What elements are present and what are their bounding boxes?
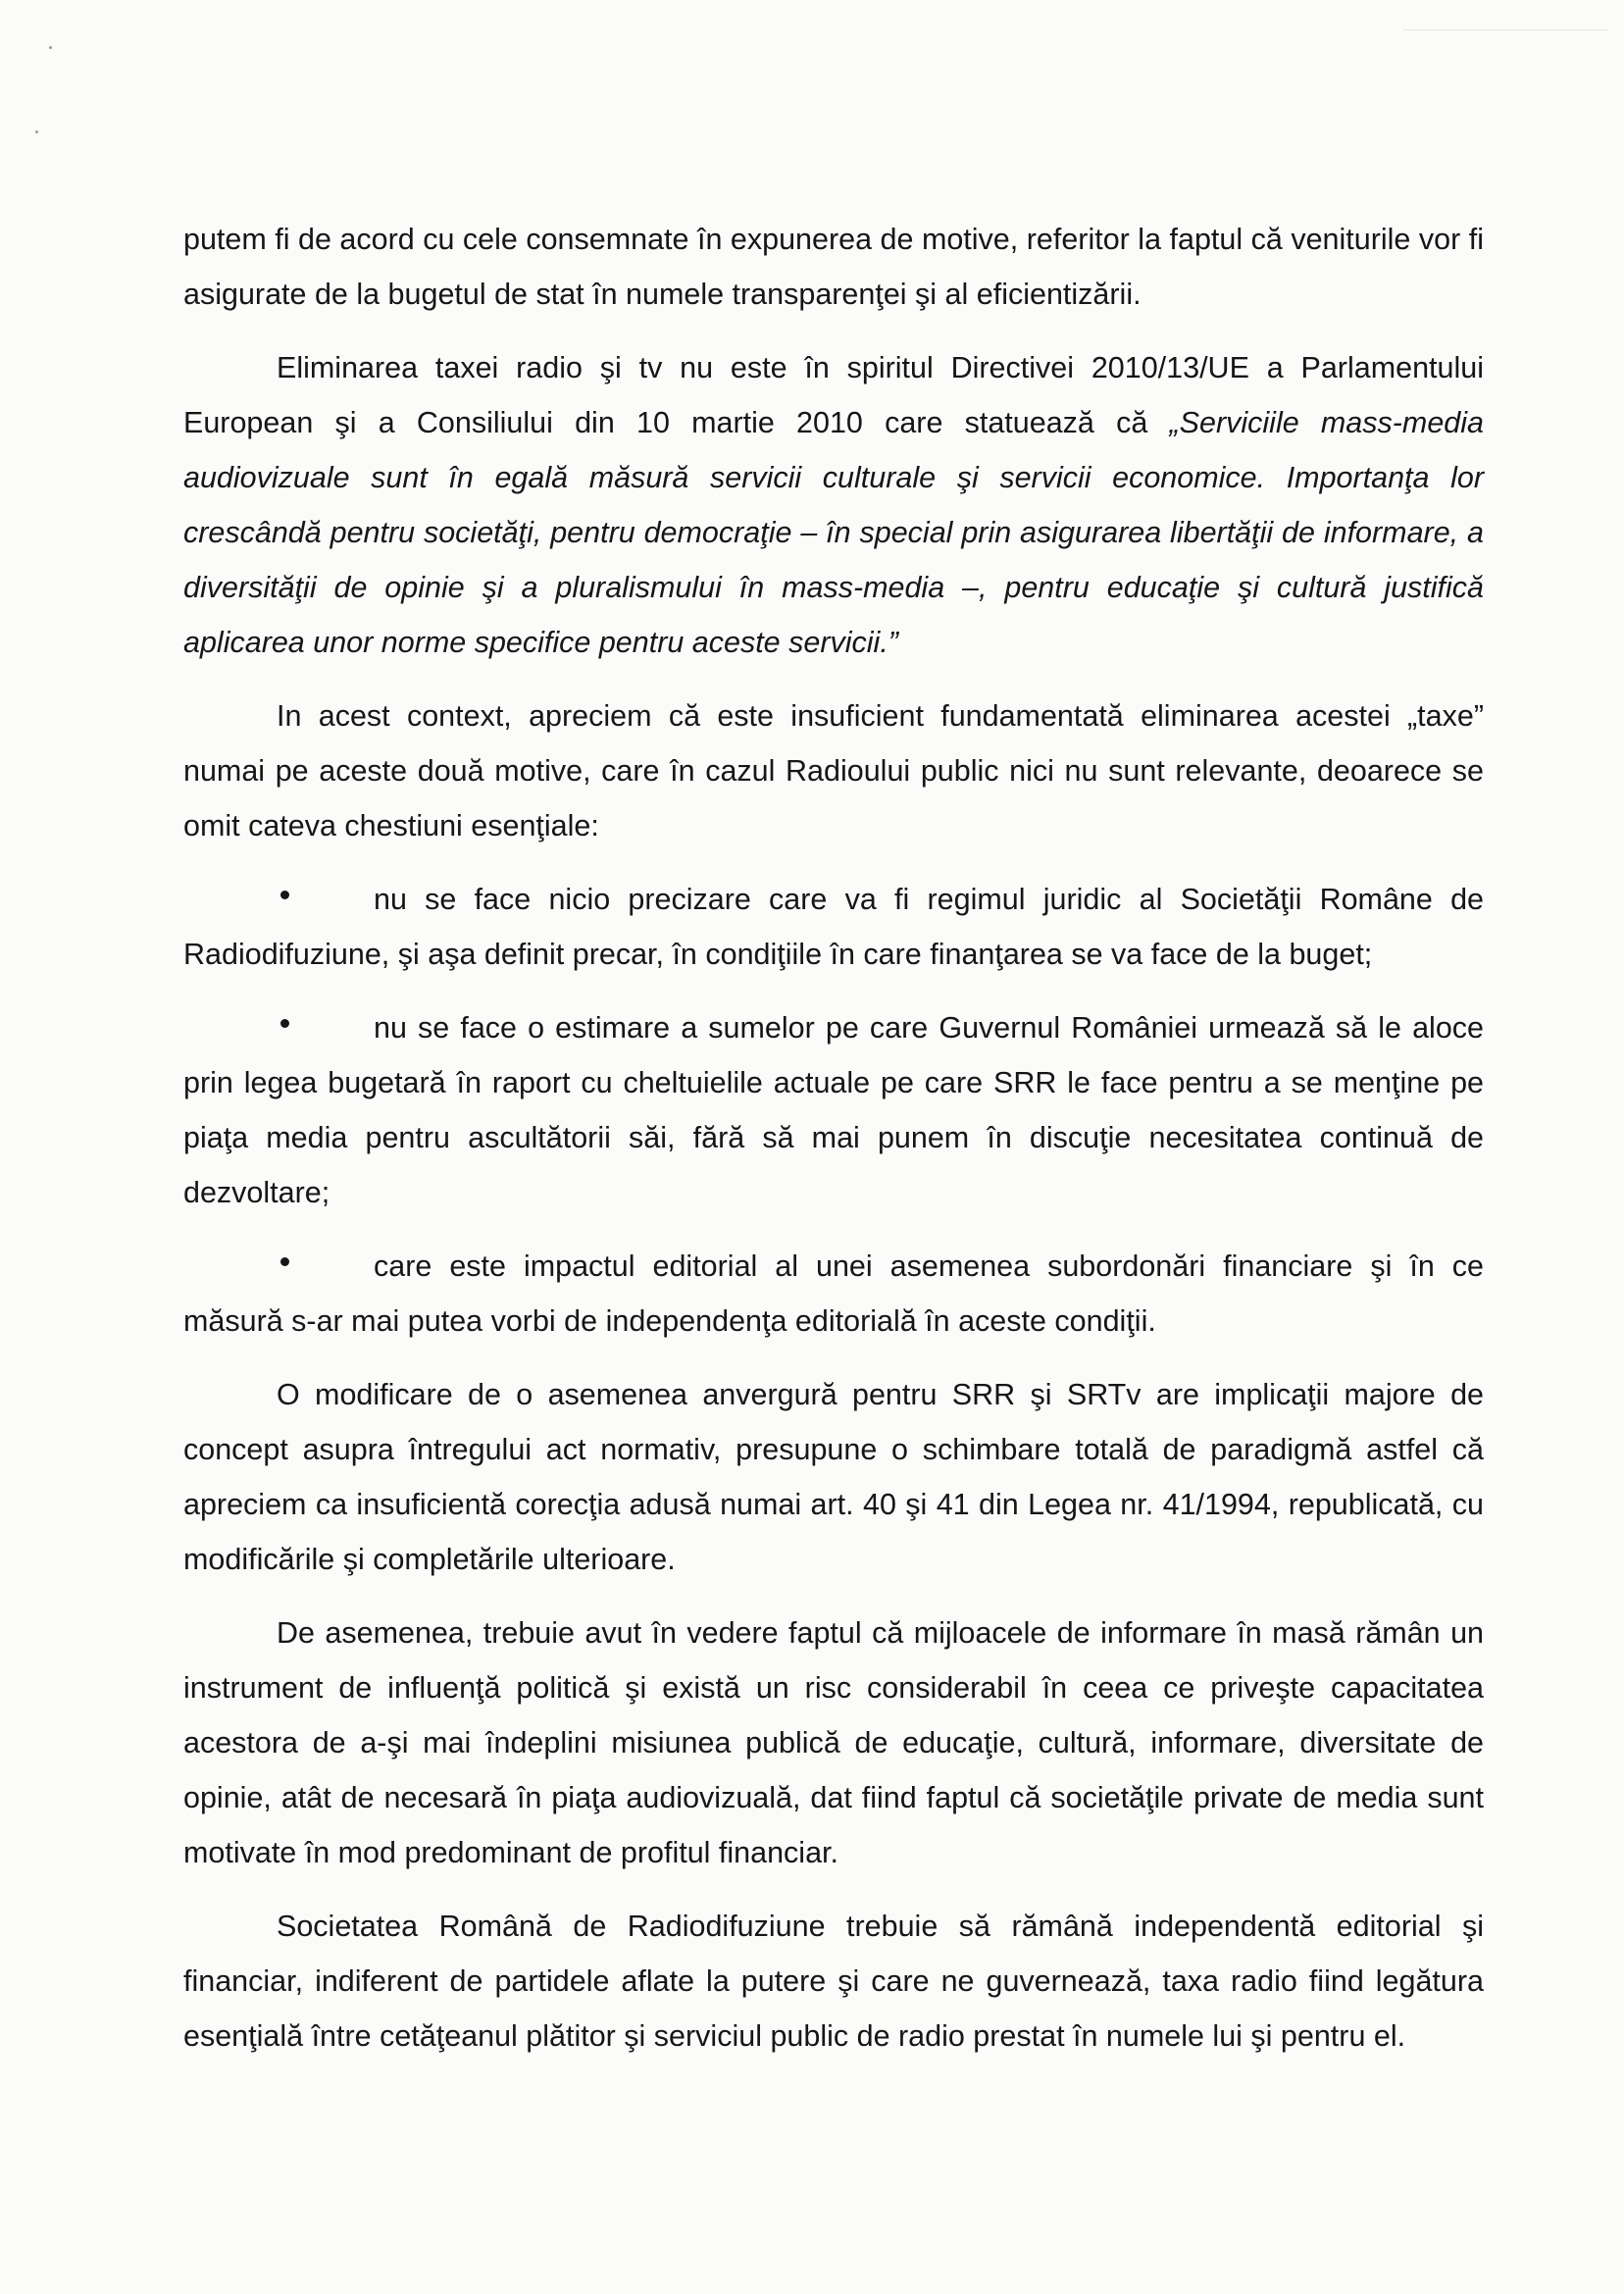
paragraph-context: In acest context, apreciem că este insuficient fundamentată eliminarea acestei „taxe” numai pe aceste două motive, care în cazul Radioului public nici nu sunt relevante, deoarece se omit cateva chestiuni esenţiale: <box>183 699 1484 842</box>
paragraph-directive <box>183 340 1484 670</box>
bullet-icon <box>280 1019 289 1028</box>
scan-speck <box>35 130 38 133</box>
paragraph-independence: Societatea Română de Radiodifuziune trebuie să rămână independentă editorial şi financiar, indiferent de partidele aflate la putere şi care ne guvernează, taxa radio fiind legătura esenţială între cetăţeanul plătitor şi serviciul public de radio prestat în numele lui şi pentru el. <box>183 1910 1484 2053</box>
bullet-item <box>183 1000 1484 1220</box>
paragraph-directive-text: Eliminarea taxei radio şi tv nu este în spiritul Directivei 2010/13/UE a Parlamentului European şi a Consiliului din 10 martie 2010 care statuează că <box>183 351 1484 439</box>
paragraph-media-influence: De asemenea, trebuie avut în vedere faptul că mijloacele de informare în masă rămân un instrument de influenţă politică şi există un risc considerabil în ceea ce priveşte capacitatea acestora de a-şi mai îndeplini misiunea publică de educaţie, cultură, informare, diversitate de opinie, atât de necesară în piaţa audiovizuală, dat fiind faptul că societăţile private de media sunt motivate în mod predominant de profitul financiar. <box>183 1616 1484 1869</box>
bullet-text: care este impactul editorial al unei asemenea subordonări financiare şi în ce măsură s-ar mai putea vorbi de independenţa editorială în aceste condiţii. <box>183 1249 1484 1338</box>
paragraph-continuation: putem fi de acord cu cele consemnate în expunerea de motive, referitor la faptul că veniturile vor fi asigurate de la bugetul de stat în numele transparenţei şi al eficientizării. <box>183 223 1484 311</box>
bullet-icon <box>280 891 289 899</box>
bullet-text: nu se face o estimare a sumelor pe care Guvernul României urmează să le aloce prin legea bugetară în raport cu cheltuielile actuale pe care SRR le face pentru a se menţine pe piaţa media pentru ascultătorii săi, fără să mai punem în discuţie necesitatea continuă de dezvoltare; <box>183 1011 1484 1209</box>
document-body <box>183 212 1484 2064</box>
paragraph-modification: O modificare de o asemenea anvergură pentru SRR şi SRTv are implicaţii majore de concept asupra întregului act normativ, presupune o schimbare totală de paradigmă astfel că apreciem ca insuficientă corecţia adusă numai art. 40 şi 41 din Legea nr. 41/1994, republicată, cu modificările şi completările ulterioare. <box>183 1378 1484 1576</box>
bullet-text: nu se face nicio precizare care va fi regimul juridic al Societăţii Române de Radiodifuziune, şi aşa definit precar, în condiţiile în care finanţarea se va face de la buget; <box>183 883 1484 971</box>
scan-edge-line <box>1402 29 1608 30</box>
directive-quote: „Serviciile mass-media audiovizuale sunt în egală măsură servicii culturale şi servicii economice. Importanţa lor crescândă pentru societăţi, pentru democraţie – în special prin asigurarea libertăţii de informare, a diversităţii de opinie şi a pluralismului în mass-media –, pentru educaţie şi cultură justifică aplicarea unor norme specifice pentru aceste servicii.” <box>183 406 1484 659</box>
bullet-item <box>183 872 1484 982</box>
scan-speck <box>49 46 52 49</box>
bullet-icon <box>280 1257 289 1266</box>
bullet-item <box>183 1239 1484 1349</box>
